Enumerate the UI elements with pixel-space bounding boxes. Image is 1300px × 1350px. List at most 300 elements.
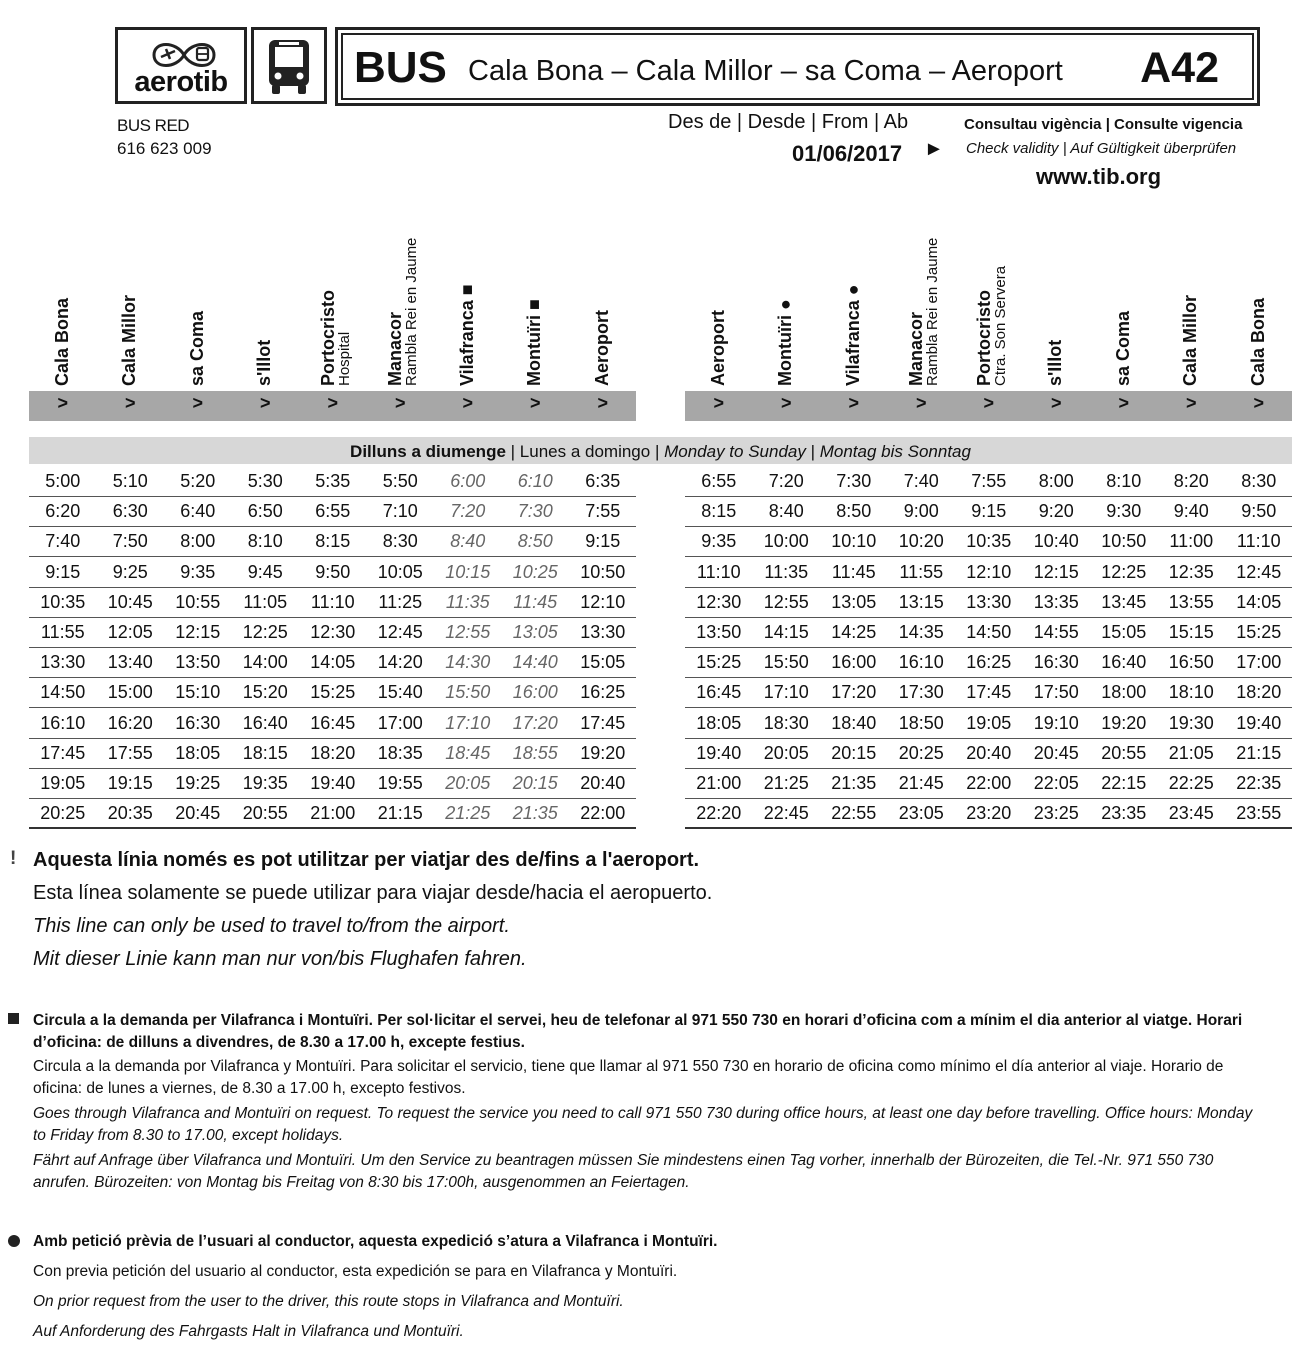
time-cell: 16:25 (580, 682, 626, 703)
direction-arrow-icon: > (259, 393, 271, 413)
airport-note-en: This line can only be used to travel to/from the airport. (33, 915, 510, 937)
time-cell: 5:10 (112, 471, 148, 491)
stop-subname: Hospital (335, 331, 353, 386)
time-cell: 10:00 (763, 531, 809, 552)
bus-icon (266, 38, 312, 96)
direction-arrow-icon: > (915, 393, 927, 413)
time-cell: 12:25 (1101, 561, 1147, 582)
direction-arrow-icon: > (1253, 393, 1264, 413)
time-cell: 12:45 (377, 622, 423, 642)
time-cell: 18:45 (445, 742, 491, 763)
time-cell: 8:50 (836, 501, 872, 522)
time-cell: 11:10 (1236, 531, 1281, 552)
time-cell: 6:35 (585, 471, 621, 491)
time-cell: 17:20 (512, 712, 558, 733)
time-cell: 13:30 (40, 652, 86, 673)
check-validity-text-2: Check validity | Auf Gültigkeit überprüfen (966, 140, 1237, 157)
direction-arrow-icon: > (983, 393, 994, 413)
time-cell: 16:30 (175, 712, 221, 733)
stop-header (53, 226, 83, 386)
time-cell: 9:35 (180, 561, 216, 582)
time-cell: 14:00 (242, 652, 288, 673)
stop-name: Aeroport (707, 310, 728, 386)
time-cell: 21:00 (696, 773, 742, 793)
time-cell: 20:15 (512, 773, 558, 793)
time-cell: 12:15 (1033, 561, 1079, 582)
airport-note-es: Esta línea solamente se puede utilizar para viajar desde/hacia el aeropuerto. (33, 882, 713, 904)
time-cell: 16:25 (966, 652, 1012, 673)
time-cell: 19:20 (1101, 712, 1147, 733)
time-cell: 14:40 (512, 652, 558, 673)
table-row (29, 588, 636, 618)
time-cell: 19:40 (696, 742, 742, 763)
time-cell: 19:05 (966, 712, 1012, 733)
stop-header (776, 226, 806, 386)
stop-name: Manacor (906, 311, 927, 386)
time-cell: 20:25 (898, 742, 944, 763)
time-cell: 7:40 (45, 531, 81, 552)
time-cell: 18:15 (242, 742, 288, 763)
time-cell: 21:25 (763, 773, 809, 793)
time-cell: 9:50 (315, 561, 351, 582)
time-cell: 22:55 (831, 803, 877, 824)
time-cell: 5:00 (45, 471, 81, 491)
time-cell: 22:00 (966, 773, 1012, 793)
time-cell: 10:50 (580, 561, 626, 582)
time-cell: 11:00 (1169, 531, 1214, 552)
table-row (685, 588, 1292, 618)
time-cell: 16:40 (242, 712, 288, 733)
time-cell: 7:10 (382, 501, 418, 522)
stop-name: sa Coma (1112, 310, 1133, 386)
direction-arrow-icon: > (848, 393, 859, 413)
time-cell: 8:00 (180, 531, 216, 552)
time-cell: 14:50 (966, 622, 1012, 642)
time-cell: 16:50 (1168, 652, 1214, 673)
table-row (29, 467, 636, 497)
time-cell: 6:30 (112, 501, 148, 522)
time-cell: 6:40 (180, 501, 216, 522)
time-cell: 23:25 (1033, 803, 1079, 824)
time-cell: 18:00 (1101, 682, 1147, 703)
time-cell: 7:50 (112, 531, 148, 552)
days-ca: Dilluns a diumenge (350, 442, 506, 461)
time-cell: 13:35 (1033, 591, 1079, 612)
time-cell: 12:55 (763, 591, 809, 612)
time-cell: 19:20 (580, 742, 626, 763)
time-cell: 8:00 (1038, 471, 1074, 491)
time-cell: 16:10 (40, 712, 86, 733)
time-cell: 15:10 (175, 682, 221, 703)
time-cell: 7:20 (450, 501, 486, 522)
time-cell: 14:50 (40, 682, 86, 703)
circle-marker-icon (8, 1235, 20, 1247)
time-cell: 8:40 (768, 501, 804, 522)
time-cell: 7:40 (903, 471, 939, 491)
stop-header (120, 226, 150, 386)
table-row (685, 709, 1292, 739)
stop-name: Vilafranca ■ (456, 284, 477, 386)
time-cell: 6:55 (701, 471, 737, 491)
time-cell: 16:00 (831, 652, 877, 673)
time-cell: 18:20 (310, 742, 356, 763)
time-cell: 23:55 (1236, 803, 1282, 824)
direction-arrow-icon: > (529, 393, 541, 413)
time-cell: 16:45 (696, 682, 742, 703)
service-days-band: Dilluns a diumenge | Lunes a domingo | Monday to Sunday | Montag bis Sonntag (29, 437, 1292, 464)
demand-note-ca: Circula a la demanda per Vilafranca i Montuïri. Per sol·licitar el servei, heu de telefonar al 971 550 730 en horari d’oficina com a mínim el dia anterior al viatge. Horari d’oficina: de dilluns a divendres, de 8.30 a 17.00 h, excepte festius. (33, 1012, 1243, 1051)
time-cell: 5:50 (382, 471, 418, 491)
time-cell: 20:55 (1101, 742, 1147, 763)
time-cell: 5:30 (247, 471, 283, 491)
table-row (685, 527, 1292, 557)
time-cell: 22:05 (1033, 773, 1079, 793)
time-cell: 8:10 (1106, 471, 1142, 491)
time-cell: 14:55 (1033, 622, 1079, 642)
stop-header (1046, 226, 1076, 386)
time-cell: 10:35 (40, 591, 86, 612)
website-link[interactable]: www.tib.org (1036, 164, 1162, 189)
table-row (29, 739, 636, 769)
time-cell: 16:20 (107, 712, 153, 733)
time-cell: 23:45 (1168, 803, 1214, 824)
time-cell: 17:50 (1033, 682, 1079, 703)
time-cell: 21:05 (1168, 742, 1214, 763)
time-cell: 19:40 (310, 773, 356, 793)
time-cell: 19:35 (242, 773, 288, 793)
time-cell: 23:20 (966, 803, 1012, 824)
time-cell: 10:50 (1101, 531, 1147, 552)
time-cell: 22:00 (580, 803, 626, 824)
time-cell: 10:35 (966, 531, 1012, 552)
time-cell: 16:45 (310, 712, 356, 733)
stop-header (317, 226, 353, 386)
time-cell: 19:30 (1168, 712, 1214, 733)
time-cell: 12:30 (310, 622, 356, 642)
time-cell: 19:40 (1236, 712, 1282, 733)
time-cell: 11:55 (40, 622, 85, 642)
inbound-direction-bar (685, 391, 1292, 421)
table-row (29, 709, 636, 739)
time-cell: 12:10 (966, 561, 1012, 582)
time-cell: 15:20 (242, 682, 288, 703)
logo-text: aerotib (134, 66, 228, 98)
bus-pictogram (251, 27, 327, 104)
stop-header (1249, 226, 1279, 386)
time-cell: 9:15 (585, 531, 621, 552)
time-cell: 13:55 (1168, 591, 1214, 612)
time-cell: 8:30 (382, 531, 418, 552)
time-cell: 12:15 (175, 622, 221, 642)
stop-header (188, 226, 218, 386)
time-cell: 9:40 (1173, 501, 1209, 522)
time-cell: 13:30 (580, 622, 626, 642)
direction-arrow-icon: > (1050, 393, 1062, 413)
table-row (685, 467, 1292, 497)
time-cell: 14:35 (898, 622, 944, 642)
time-cell: 18:05 (696, 712, 742, 733)
table-row (29, 527, 636, 557)
time-cell: 8:15 (701, 501, 737, 522)
time-cell: 8:50 (517, 531, 553, 552)
time-cell: 21:00 (310, 803, 356, 824)
days-es: Lunes a domingo (519, 442, 651, 461)
time-cell: 18:40 (831, 712, 877, 733)
direction-arrow-icon: > (1185, 393, 1197, 413)
time-cell: 7:20 (768, 471, 804, 491)
days-en: Monday to Sunday (664, 442, 806, 461)
direction-arrow-icon: > (57, 393, 68, 413)
request-note-ca: Amb petició prèvia de l’usuari al conductor, aquesta expedició s’atura a Vilafranca i Montuïri. (33, 1233, 718, 1250)
stop-header (906, 226, 942, 386)
table-row (29, 558, 636, 588)
time-cell: 11:45 (513, 591, 558, 612)
time-cell: 17:45 (966, 682, 1012, 703)
time-cell: 13:45 (1101, 591, 1147, 612)
stop-header (709, 226, 739, 386)
request-note-en: On prior request from the user to the driver, this route stops in Vilafranca and Montuïri. (33, 1293, 624, 1310)
direction-arrow-icon: > (780, 393, 792, 413)
operator-phone: 616 623 009 (117, 139, 212, 158)
stop-name: Cala Millor (1180, 294, 1201, 386)
stop-name: sa Coma (186, 310, 207, 386)
time-cell: 5:20 (180, 471, 216, 491)
time-cell: 16:40 (1101, 652, 1147, 673)
time-cell: 20:45 (175, 803, 221, 824)
table-row (29, 769, 636, 799)
stop-name: s'Illot (254, 339, 275, 386)
table-row (685, 678, 1292, 708)
stop-name: Vilafranca ● (842, 284, 863, 386)
time-cell: 13:05 (512, 622, 558, 642)
time-cell: 6:55 (315, 501, 351, 522)
time-cell: 21:35 (831, 773, 877, 793)
time-cell: 11:35 (445, 591, 490, 612)
time-cell: 22:15 (1101, 773, 1147, 793)
time-cell: 9:45 (247, 561, 283, 582)
time-cell: 8:40 (450, 531, 486, 552)
table-row (685, 739, 1292, 769)
time-cell: 6:10 (517, 471, 553, 491)
square-marker-icon (8, 1013, 19, 1024)
time-cell: 19:10 (1033, 712, 1079, 733)
table-row (685, 769, 1292, 799)
stop-name: Montuïri ■ (524, 299, 545, 386)
table-row (685, 799, 1292, 829)
operator-name: BUS RED (117, 116, 190, 135)
time-cell: 11:10 (696, 561, 741, 582)
valid-from-date: 01/06/2017 (792, 141, 903, 166)
time-cell: 20:45 (1033, 742, 1079, 763)
stop-header (255, 226, 285, 386)
time-cell: 22:35 (1236, 773, 1282, 793)
time-cell: 5:35 (315, 471, 351, 491)
time-cell: 7:30 (517, 501, 553, 522)
time-cell: 17:10 (763, 682, 809, 703)
time-cell: 9:25 (112, 561, 148, 582)
route-title: Cala Bona – Cala Millor – sa Coma – Aeroport (468, 55, 1063, 87)
time-cell: 7:55 (585, 501, 621, 522)
direction-arrow-icon: > (124, 393, 136, 413)
time-cell: 13:50 (696, 622, 742, 642)
time-cell: 20:55 (242, 803, 288, 824)
time-cell: 12:35 (1168, 561, 1214, 582)
time-cell: 18:30 (763, 712, 809, 733)
table-row (685, 618, 1292, 648)
time-cell: 21:25 (445, 803, 491, 824)
time-cell: 9:15 (971, 501, 1007, 522)
demand-note-de: Fährt auf Anfrage über Vilafranca und Montuïri. Um den Service zu beantragen müssen Sie mindestens einen Tag vorher, innerhalb der Bürozeiten, die Tel.-Nr. 971 550 730 anrufen. Bürozeiten: von Montag bis Freitag von 8:30 bis 17:00h, ausgenommen an Feiertagen. (33, 1152, 1214, 1191)
time-cell: 13:50 (175, 652, 221, 673)
stop-name: Aeroport (591, 310, 612, 386)
time-cell: 22:45 (763, 803, 809, 824)
time-cell: 23:05 (898, 803, 944, 824)
time-cell: 20:25 (40, 803, 86, 824)
time-cell: 20:05 (763, 742, 809, 763)
time-cell: 17:55 (107, 742, 153, 763)
time-cell: 12:10 (580, 591, 626, 612)
time-cell: 8:30 (1241, 471, 1277, 491)
bus-label: BUS (354, 43, 447, 92)
direction-arrow-icon: > (192, 393, 203, 413)
time-cell: 14:15 (763, 622, 809, 642)
check-validity-ca: Consultau vigència | Consulte vigencia (964, 116, 1243, 133)
time-cell: 15:25 (310, 682, 356, 703)
time-cell: 15:05 (580, 652, 626, 673)
stop-header (844, 226, 874, 386)
time-cell: 10:15 (445, 561, 491, 582)
time-cell: 10:10 (831, 531, 877, 552)
time-cell: 10:20 (898, 531, 944, 552)
time-cell: 12:25 (242, 622, 288, 642)
time-cell: 9:35 (701, 531, 737, 552)
time-cell: 16:10 (898, 652, 944, 673)
time-cell: 6:50 (247, 501, 283, 522)
time-cell: 18:35 (377, 742, 423, 763)
time-cell: 11:05 (243, 591, 288, 612)
direction-arrow-icon: > (1118, 393, 1129, 413)
demand-note-en: Goes through Vilafranca and Montuïri on request. To request the service you need to call 971 550 730 during office hours, at least one day before travelling. Office hours: Monday to Friday from 8.30 to 17.00, except holidays. (33, 1105, 1253, 1144)
table-row (685, 558, 1292, 588)
stop-name: Portocristo (973, 289, 994, 386)
time-cell: 7:30 (836, 471, 872, 491)
time-cell: 14:25 (831, 622, 877, 642)
time-cell: 8:20 (1173, 471, 1209, 491)
time-cell: 13:15 (898, 591, 944, 612)
time-cell: 14:05 (1236, 591, 1282, 612)
stop-header (1114, 226, 1144, 386)
time-cell: 19:15 (107, 773, 153, 793)
time-cell: 11:35 (764, 561, 809, 582)
check-validity-text (964, 116, 1242, 133)
time-cell: 15:25 (696, 652, 742, 673)
time-cell: 8:15 (315, 531, 351, 552)
airport-note-de: Mit dieser Linie kann man nur von/bis Flughafen fahren. (33, 948, 527, 970)
time-cell: 21:15 (377, 803, 423, 824)
stop-header (1181, 226, 1211, 386)
airport-note-ca: Aquesta línia només es pot utilitzar per viatjar des de/fins a l'aeroport. (33, 849, 700, 871)
time-cell: 6:00 (450, 471, 486, 491)
stop-header (458, 226, 488, 386)
time-cell: 20:40 (580, 773, 626, 793)
time-cell: 10:45 (107, 591, 153, 612)
time-cell: 15:50 (445, 682, 491, 703)
time-cell: 19:05 (40, 773, 86, 793)
stop-header (385, 226, 421, 386)
time-cell: 9:50 (1241, 501, 1277, 522)
time-cell: 17:00 (377, 712, 423, 733)
time-cell: 13:30 (966, 591, 1012, 612)
direction-arrow-icon: > (394, 393, 406, 413)
direction-arrow-icon: > (597, 393, 608, 413)
stop-name: Cala Millor (119, 294, 140, 386)
time-cell: 9:00 (903, 501, 939, 522)
time-cell: 11:10 (310, 591, 355, 612)
time-cell: 10:40 (1033, 531, 1079, 552)
stop-header (593, 226, 623, 386)
time-cell: 18:20 (1236, 682, 1282, 703)
time-cell: 18:50 (898, 712, 944, 733)
direction-arrow-icon: > (713, 393, 724, 413)
stop-subname: Ctra. Son Servera (991, 265, 1009, 386)
time-cell: 12:45 (1236, 561, 1282, 582)
time-cell: 23:35 (1101, 803, 1147, 824)
stop-name: Cala Bona (51, 297, 72, 386)
stop-header (973, 226, 1009, 386)
time-cell: 15:50 (763, 652, 809, 673)
time-cell: 9:15 (45, 561, 81, 582)
time-cell: 10:05 (377, 561, 423, 582)
time-cell: 15:00 (107, 682, 153, 703)
time-cell: 18:55 (512, 742, 558, 763)
stop-subname: Rambla Rei en Jaume (924, 237, 942, 386)
route-title-box (335, 27, 1260, 106)
time-cell: 11:45 (831, 561, 876, 582)
time-cell: 17:10 (445, 712, 491, 733)
time-cell: 15:25 (1236, 622, 1282, 642)
direction-arrow-icon: > (462, 393, 473, 413)
time-cell: 9:20 (1038, 501, 1074, 522)
time-cell: 17:00 (1236, 652, 1282, 673)
time-cell: 17:20 (831, 682, 877, 703)
request-note-de: Auf Anforderung des Fahrgasts Halt in Vilafranca und Montuïri. (33, 1323, 464, 1340)
time-cell: 12:05 (107, 622, 153, 642)
time-cell: 15:15 (1168, 622, 1214, 642)
time-cell: 10:25 (512, 561, 558, 582)
time-cell: 17:45 (580, 712, 626, 733)
request-note-es: Con previa petición del usuario al conductor, esta expedición se para en Vilafranca y Montuïri. (33, 1263, 678, 1280)
time-cell: 20:40 (966, 742, 1012, 763)
time-cell: 7:55 (971, 471, 1007, 491)
table-row (29, 678, 636, 708)
time-cell: 13:05 (831, 591, 877, 612)
time-cell: 14:20 (377, 652, 423, 673)
time-cell: 21:45 (898, 773, 944, 793)
time-cell: 9:30 (1106, 501, 1142, 522)
stop-name: Manacor (385, 311, 406, 386)
time-cell: 10:55 (175, 591, 221, 612)
time-cell: 22:25 (1168, 773, 1214, 793)
table-row (685, 497, 1292, 527)
line-code: A42 (1140, 44, 1219, 92)
time-cell: 20:35 (107, 803, 153, 824)
time-cell: 19:55 (377, 773, 423, 793)
time-cell: 14:30 (445, 652, 491, 673)
stop-name: Montuïri ● (775, 299, 796, 386)
table-row (29, 799, 636, 829)
stop-header (525, 226, 555, 386)
time-cell: 19:25 (175, 773, 221, 793)
